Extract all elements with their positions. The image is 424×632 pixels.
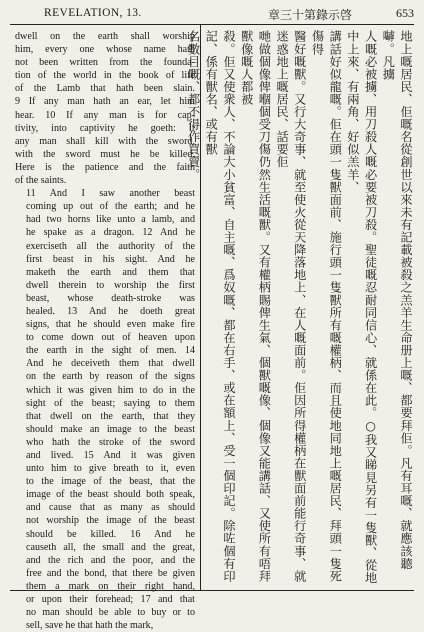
english-line: or upon their forehead; 17 and that xyxy=(26,594,195,606)
chinese-segment: 醫好嘅獸。又行大奇事、就至使火從天降落地上、在人嘅面前。佢因所得權柄在獸面前能行奇事、就迷惑地上嘅居民、話要佢 xyxy=(275,30,307,583)
english-paragraph-1 xyxy=(15,30,195,187)
english-line: tion of the world in the book of life xyxy=(15,70,195,82)
english-line: dwell on the earth shall worship xyxy=(15,31,195,42)
english-line: he spake as a dragon. 12 And he xyxy=(26,227,195,239)
english-line: Here is the patience and the faith xyxy=(15,161,195,173)
chinese-segment: 殺。佢又使衆人、不論大小貧富、自主嘅、爲奴嘅、都在右手、或在額上、受一個印記。除咗個有印記、係有獸名、或有獸 xyxy=(204,30,236,583)
english-line: free and the bond, that there be given xyxy=(26,567,195,579)
english-line: and lived. 15 And it was given xyxy=(26,450,195,461)
english-line: hear. 10 If any man is for cap- xyxy=(15,109,195,121)
english-line: on the earth by reason of the signs xyxy=(26,371,195,383)
english-paragraph-2 xyxy=(15,187,195,632)
english-line: of the Lamb that hath been slain. xyxy=(15,83,195,95)
english-line: image of the beast should both speak, xyxy=(26,489,195,501)
english-line: not worship the image of the beast xyxy=(26,515,195,527)
english-line: dwell therein to worship the first xyxy=(26,279,195,291)
english-line: them a mark on their right hand, xyxy=(26,580,195,592)
english-line: to the image of the beast, that the xyxy=(26,476,195,488)
english-line: should make an image to the beast xyxy=(26,423,195,435)
english-line: healed. 13 And he doeth great xyxy=(26,305,195,317)
english-line: any man shall kill with the sword, xyxy=(15,135,195,147)
english-line: tivity, into captivity he goeth: if xyxy=(15,122,195,134)
english-line: him, every one whose name hath xyxy=(15,44,195,56)
english-line: coming up out of the earth; and he xyxy=(26,201,195,213)
english-line: which it was given him to do in the xyxy=(26,384,195,396)
page-header xyxy=(10,6,414,24)
chinese-segment: 哋做個像俾嗰個受刀傷仍然生活嘅獸。又有權柄賜俾生氣、個獸嘅像、個像又能講話、又使所有唔拜獸像嘅人都被 xyxy=(239,30,272,583)
english-line: and cause that as many as should xyxy=(26,502,195,514)
english-line: had two horns like unto a lamb, and xyxy=(26,214,195,226)
chinese-column xyxy=(186,30,414,588)
english-line: should be killed. 16 And he xyxy=(26,528,195,540)
english-line: 9 If any man hath an ear, let him xyxy=(15,96,195,108)
english-line: maketh the earth and them that xyxy=(26,266,195,278)
english-line: that dwell on the earth, that they xyxy=(26,410,195,422)
english-line: who hath the stroke of the sword xyxy=(26,436,195,448)
chinese-segment: 人嘅必被擄、用刀殺人嘅必要被刀殺。聖徒嘅忍耐同信心、就係在此。○我又睇見另有一隻獸、從地中上來、有兩角、好似羔羊、 xyxy=(345,30,378,584)
english-column xyxy=(15,30,195,632)
english-line: and the rich and the poor, and the xyxy=(26,554,195,566)
english-line: sell, save he that hath the mark, xyxy=(26,620,154,632)
english-line: signs, that he should even make fire xyxy=(26,319,195,331)
english-line: exerciseth all the authority of the xyxy=(26,240,195,252)
chinese-segment: 講話好似龍嘅。佢在頭一隻獸面前、施行頭一隻獸所有嘅權柄、而且使地同地上嘅居民、拜頭一隻死傷得 xyxy=(310,30,343,583)
english-line: the earth in the sight of men. 14 xyxy=(26,345,195,357)
header-right xyxy=(268,6,414,23)
english-line: with the sword must he be killed. xyxy=(15,148,195,160)
english-line: to come down out of heaven upon xyxy=(26,332,195,344)
chinese-segment: 地上嘅居民、佢嘅名從創世以來未有記載被殺之羔羊生命册上嘅、都要拜佢。凡有耳嘅、就應該聽嚹。凡擄 xyxy=(381,30,413,570)
english-line: sight of the beast; saying to them xyxy=(26,397,195,409)
top-rule xyxy=(10,24,414,25)
english-line: causeth all, the small and the great, xyxy=(26,541,195,553)
english-line: beast, whose death-stroke was xyxy=(26,292,195,304)
english-line: 11 And I saw another beast xyxy=(26,188,195,200)
english-line: first beast in his sight. And he xyxy=(26,253,195,265)
english-line: not been written from the founda- xyxy=(15,57,195,69)
chinese-segment: 名數目嘅、都不得作買賣。 xyxy=(186,30,201,181)
english-line: unto him to give breath to it, even xyxy=(26,463,195,475)
running-title-chinese: 章三十第錄示啓 xyxy=(267,8,352,22)
page-number: 653 xyxy=(396,6,414,20)
english-line: no man should be able to buy or to xyxy=(26,607,195,619)
english-line: of the saints. xyxy=(15,175,67,187)
english-line: And he deceiveth them that dwell xyxy=(26,358,195,370)
running-title-english: REVELATION, 13. xyxy=(44,7,142,19)
